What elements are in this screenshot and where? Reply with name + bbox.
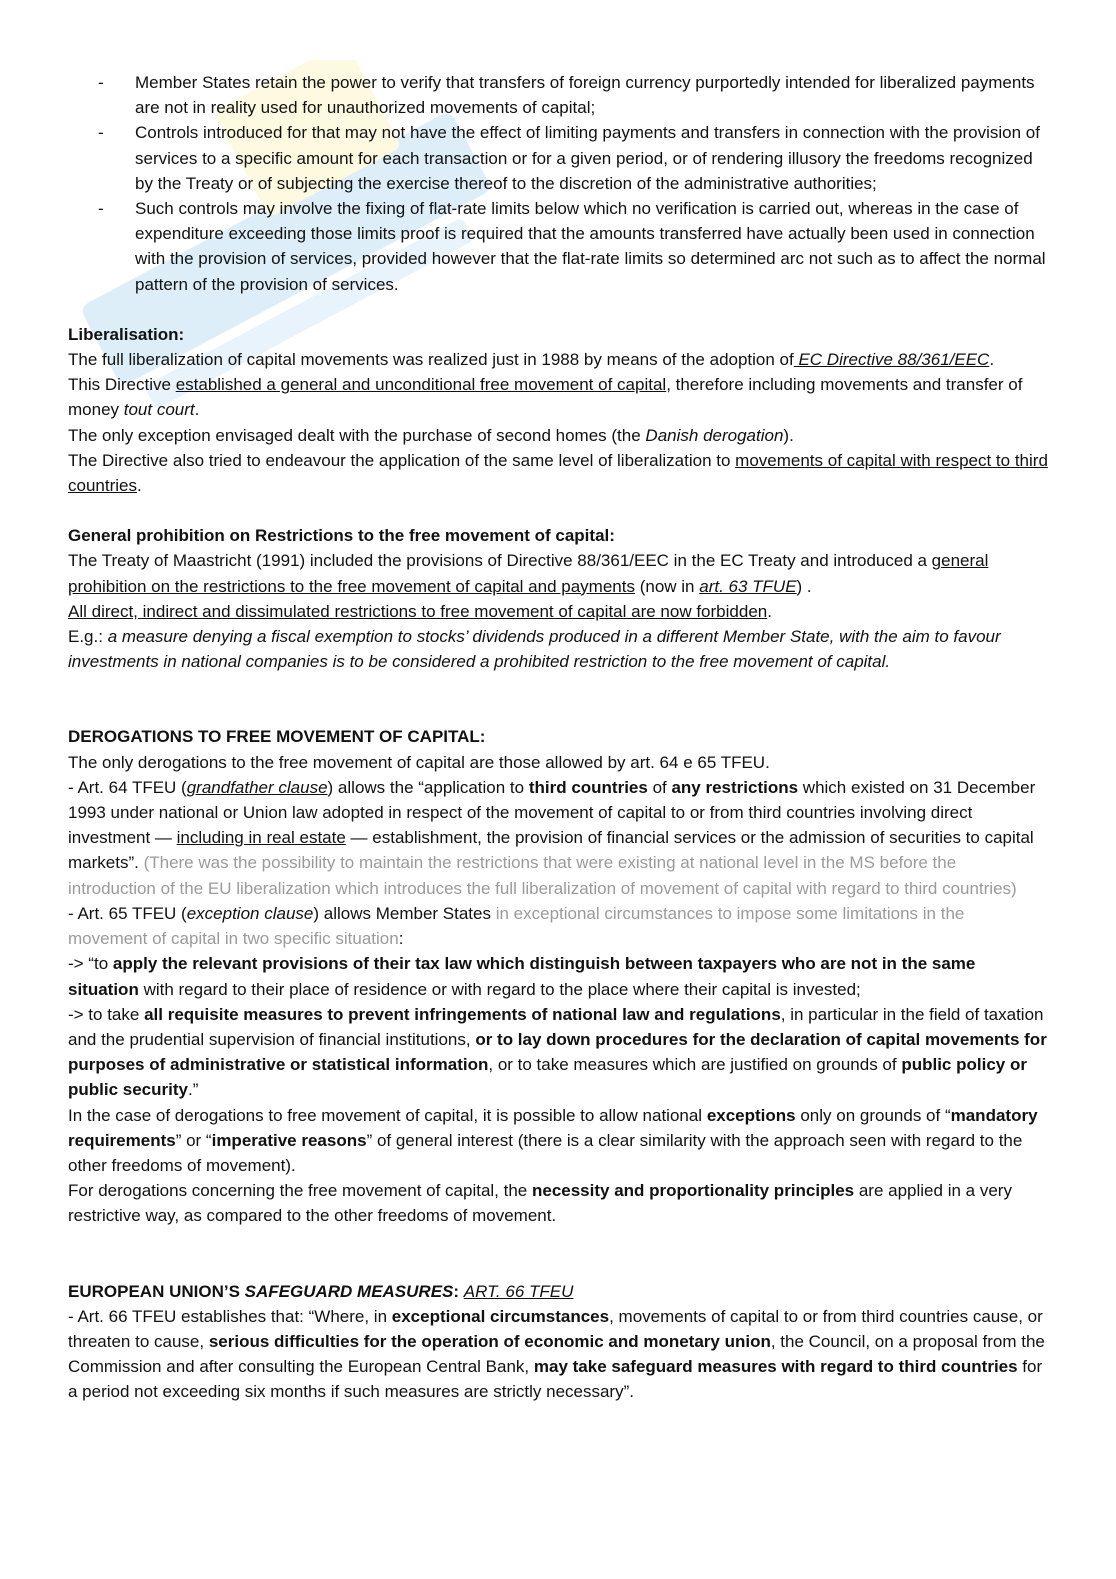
derogations-heading: DEROGATIONS TO FREE MOVEMENT OF CAPITAL:	[68, 727, 486, 747]
document-page	[68, 70, 1048, 1405]
bullet-text: Such controls may involve the fixing of flat-rate limits below which no verification is carried out, whereas in the case of expenditure exceeding those limits proof is required that the amounts transferred have actually been used in connection with the provision of services, provided however that the flat-rate limits so determined arc not such as to affect the normal pattern of the provision of services.	[135, 199, 1046, 294]
arrow-item: -> “to apply the relevant provisions of their tax law which distinguish between taxpayers who are not in the same situation with regard to their place of residence or with regard to the place where their capital is invested;	[68, 954, 976, 999]
prohibition-paragraph: All direct, indirect and dissimulated restrictions to free movement of capital are now forbidden.	[68, 601, 772, 621]
liberalisation-heading: Liberalisation:	[68, 324, 185, 344]
safeguard-heading: EUROPEAN UNION’S SAFEGUARD MEASURES: ART. 66 TFEU	[68, 1281, 574, 1301]
arrow-item: -> to take all requisite measures to prevent infringements of national law and regulations, in particular in the field of taxation and the prudential supervision of financial institutions, or to lay down procedures for the declaration of capital movements for purposes of administrative or statistical information, or to take measures which are justified on grounds of public policy or public security.”	[68, 1004, 1047, 1100]
liberalisation-paragraph: The full liberalization of capital movements was realized just in 1988 by means of the adoption of EC Directive 88/361/EEC.	[68, 350, 995, 370]
bullet-marker: -	[98, 73, 104, 92]
directive-link[interactable]: EC Directive 88/361/EEC	[793, 350, 990, 370]
bullet-marker: -	[98, 123, 104, 143]
list-item	[68, 196, 1048, 297]
prohibition-heading: General prohibition on Restrictions to the free movement of capital:	[68, 526, 615, 546]
bullet-text: Member States retain the power to verify that transfers of foreign currency purportedly intended for liberalized payments are not in reality used for unauthorized movements of capital;	[135, 73, 1035, 118]
safeguard-paragraph: - Art. 66 TFEU establishes that: “Where, in exceptional circumstances, movements of capital to or from third countries cause, or threaten to cause, serious difficulties for the operation of economic and monetary union, the Council, on a proposal from the Commission and after consulting the European Central Bank, may take safeguard measures with regard to third countries for a period not exceeding six months if such measures are strictly necessary”.	[68, 1306, 1045, 1402]
liberalisation-paragraph: The Directive also tried to endeavour the application of the same level of liberalization to movements of capital with respect to third countries.	[68, 450, 1048, 496]
bullet-text: Controls introduced for that may not have the effect of limiting payments and transfers in connection with the provision of services to a specific amount for each transaction or for a given period, or of rendering illusory the freedoms recognized by the Treaty or of subjecting the exercise thereof to the discretion of the administrative authorities;	[135, 123, 1040, 193]
prohibition-example: E.g.: a measure denying a fiscal exemption to stocks’ dividends produced in a different Member State, with the aim to favour investments in national companies is to be considered a prohibited restriction to the free movement of capital.	[68, 627, 1001, 672]
derogations-paragraph: In the case of derogations to free movement of capital, it is possible to allow national exceptions only on grounds of “mandatory requirements” or “imperative reasons” of general interest (there is a clear similarity with the approach seen with regard to the other freedoms of movement).	[68, 1105, 1038, 1175]
art65-paragraph: - Art. 65 TFEU (exception clause) allows Member States in exceptional circumstances to impose some limitations in the movement of capital in two specific situation:	[68, 903, 965, 949]
bullet-marker: -	[98, 199, 104, 219]
list-item	[68, 70, 1048, 120]
prohibition-paragraph: The Treaty of Maastricht (1991) included the provisions of Directive 88/361/EEC in the EC Treaty and introduced a general prohibition on the restrictions to the free movement of capital and payments (now in art. 63 TFUE) .	[68, 551, 989, 596]
article-link[interactable]: ART. 66 TFEU	[463, 1281, 574, 1301]
list-item	[68, 120, 1048, 196]
liberalisation-paragraph: The only exception envisaged dealt with the purchase of second homes (the Danish derogation).	[68, 425, 794, 445]
article-link[interactable]: art. 63 TFUE	[699, 576, 797, 596]
art64-paragraph: - Art. 64 TFEU (grandfather clause) allows the “application to third countries of any restrictions which existed on 31 December 1993 under national or Union law adopted in respect of the movement of capital to or from third countries involving direct investment — including in real estate — establishment, the provision of financial services or the admission of securities to capital markets”. (There was the possibility to maintain the restrictions that were existing at national level in the MS before the introduction of the EU liberalization which introduces the full liberalization of movement of capital with regard to third countries)	[68, 777, 1036, 898]
derogations-paragraph: For derogations concerning the free movement of capital, the necessity and proportionality principles are applied in a very restrictive way, as compared to the other freedoms of movement.	[68, 1181, 1012, 1226]
derogations-paragraph: The only derogations to the free movement of capital are those allowed by art. 64 e 65 TFEU.	[68, 752, 770, 772]
bullet-list	[68, 70, 1048, 297]
liberalisation-paragraph: This Directive established a general and unconditional free movement of capital, therefore including movements and transfer of money tout court.	[68, 375, 1023, 420]
